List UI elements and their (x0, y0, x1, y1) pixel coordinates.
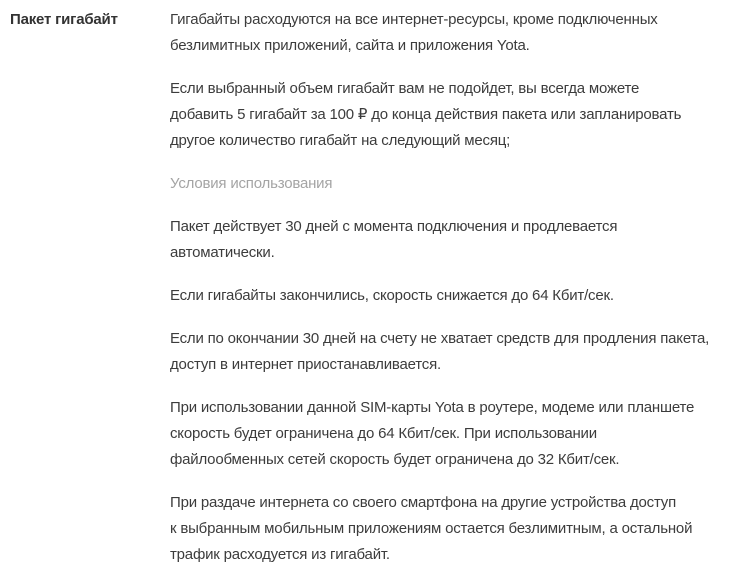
text-line: файлообменных сетей скорость будет ограничена до 32 Кбит/сек. (170, 451, 620, 468)
row-label-column (0, 7, 170, 585)
text-line: Если гигабайты закончились, скорость снижается до 64 Кбит/сек. (170, 287, 614, 304)
text-line: другое количество гигабайт на следующий месяц; (170, 132, 511, 149)
paragraph-add-gigabytes (170, 76, 744, 154)
text-line: скорость будет ограничена до 64 Кбит/сек. При использовании (170, 425, 597, 442)
text-line: к выбранным мобильным приложениям остается безлимитным, а остальной (170, 520, 693, 537)
text-line: Гигабайты расходуются на все интернет-ресурсы, кроме подключенных (170, 11, 658, 28)
text-line: трафик расходуется из гигабайт. (170, 546, 390, 563)
paragraph-sim-usage-restrictions (170, 395, 744, 473)
paragraph-speed-reduction (170, 283, 744, 309)
text-line: Условия использования (170, 175, 333, 192)
paragraph-tethering (170, 490, 744, 568)
text-line: доступ в интернет приостанавливается. (170, 356, 441, 373)
text-line: добавить 5 гигабайт за 100 ₽ до конца действия пакета или запланировать (170, 106, 682, 123)
text-line: Если по окончании 30 дней на счету не хватает средств для продления пакета, (170, 330, 710, 347)
text-line: безлимитных приложений, сайта и приложения Yota. (170, 37, 530, 54)
text-line: Если выбранный объем гигабайт вам не подойдет, вы всегда можете (170, 80, 640, 97)
text-line: Пакет действует 30 дней с момента подключения и продлевается (170, 218, 618, 235)
terms-content-column (170, 7, 744, 585)
terms-of-use-subheading (170, 171, 744, 197)
package-title: Пакет гигабайт (10, 11, 118, 28)
text-line: При раздаче интернета со своего смартфона на другие устройства доступ (170, 494, 677, 511)
paragraph-gigabytes-usage (170, 7, 744, 59)
paragraph-insufficient-funds (170, 326, 744, 378)
text-line: автоматически. (170, 244, 275, 261)
paragraph-package-duration (170, 214, 744, 266)
text-line: При использовании данной SIM-карты Yota в роутере, модеме или планшете (170, 399, 695, 416)
